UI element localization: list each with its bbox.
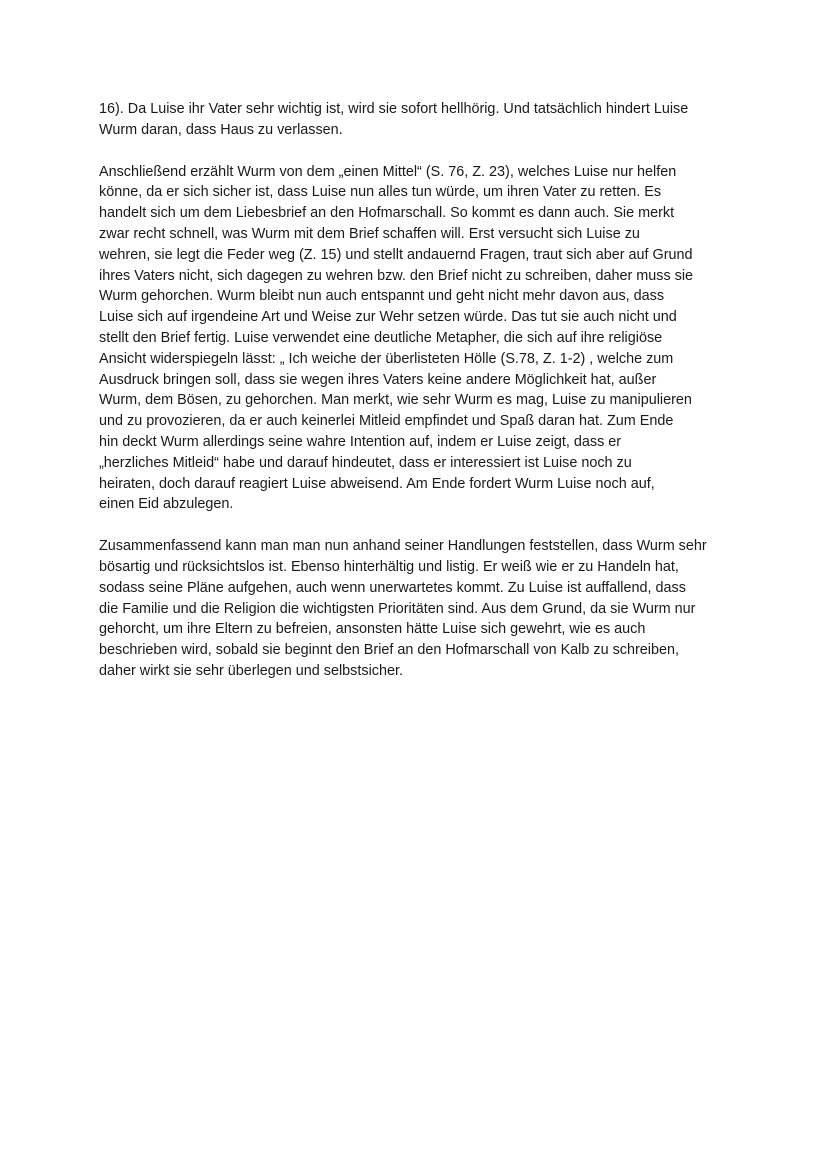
document-body <box>99 99 735 703</box>
paragraph-1: 16). Da Luise ihr Vater sehr wichtig ist, wird sie sofort hellhörig. Und tatsächlich hindert Luise Wurm daran, dass Haus zu verlassen. <box>99 101 689 138</box>
paragraph-2: Anschließend erzählt Wurm von dem „einen Mittel“ (S. 76, Z. 23), welches Luise nur helfen könne, da er sich sicher ist, dass Luise nun alles tun würde, um ihren Vater zu retten. Es handelt sich um dem Liebesbrief an den Hofmarschall. So kommt es dann auch. Sie merkt zwar recht schnell, was Wurm mit dem Brief schaffen will. Erst versucht sich Luise zu wehren, sie legt die Feder weg (Z. 15) und stellt andauernd Fragen, traut sich aber auf Grund ihres Vaters nicht, sich dagegen zu wehren bzw. den Brief nicht zu schreiben, daher muss sie Wurm gehorchen. Wurm bleibt nun auch entspannt und geht nicht mehr davon aus, dass Luise sich auf irgendeine Art und Weise zur Wehr setzen würde. Das tut sie auch nicht und stellt den Brief fertig. Luise verwendet eine deutliche Metapher, die sich auf ihre religiöse Ansicht widerspiegeln lässt: „ Ich weiche der überlisteten Hölle (S.78, Z. 1-2) , welche zum Ausdruck bringen soll, dass sie wegen ihres Vaters keine andere Möglichkeit hat, außer Wurm, dem Bösen, zu gehorchen. Man merkt, wie sehr Wurm es mag, Luise zu manipulieren und zu provozieren, da er auch keinerlei Mitleid empfindet und Spaß daran hat. Zum Ende hin deckt Wurm allerdings seine wahre Intention auf, indem er Luise zeigt, dass er „herzliches Mitleid“ habe und darauf hindeutet, dass er interessiert ist Luise noch zu heiraten, doch darauf reagiert Luise abweisend. Am Ende fordert Wurm Luise noch auf, einen Eid abzulegen. <box>99 163 694 513</box>
paragraph-3: Zusammenfassend kann man man nun anhand seiner Handlungen feststellen, dass Wurm sehr bösartig und rücksichtslos ist. Ebenso hinterhältig und listig. Er weiß wie er zu Handeln hat, sodass seine Pläne aufgehen, auch wenn unerwartetes kommt. Zu Luise ist auffallend, dass die Familie und die Religion die wichtigsten Prioritäten sind. Aus dem Grund, da sie Wurm nur gehorcht, um ihre Eltern zu befreien, ansonsten hätte Luise sich gewehrt, wie es auch beschrieben wird, sobald sie beginnt den Brief an den Hofmarschall von Kalb zu schreiben, daher wirkt sie sehr überlegen und selbstsicher. <box>99 538 707 679</box>
